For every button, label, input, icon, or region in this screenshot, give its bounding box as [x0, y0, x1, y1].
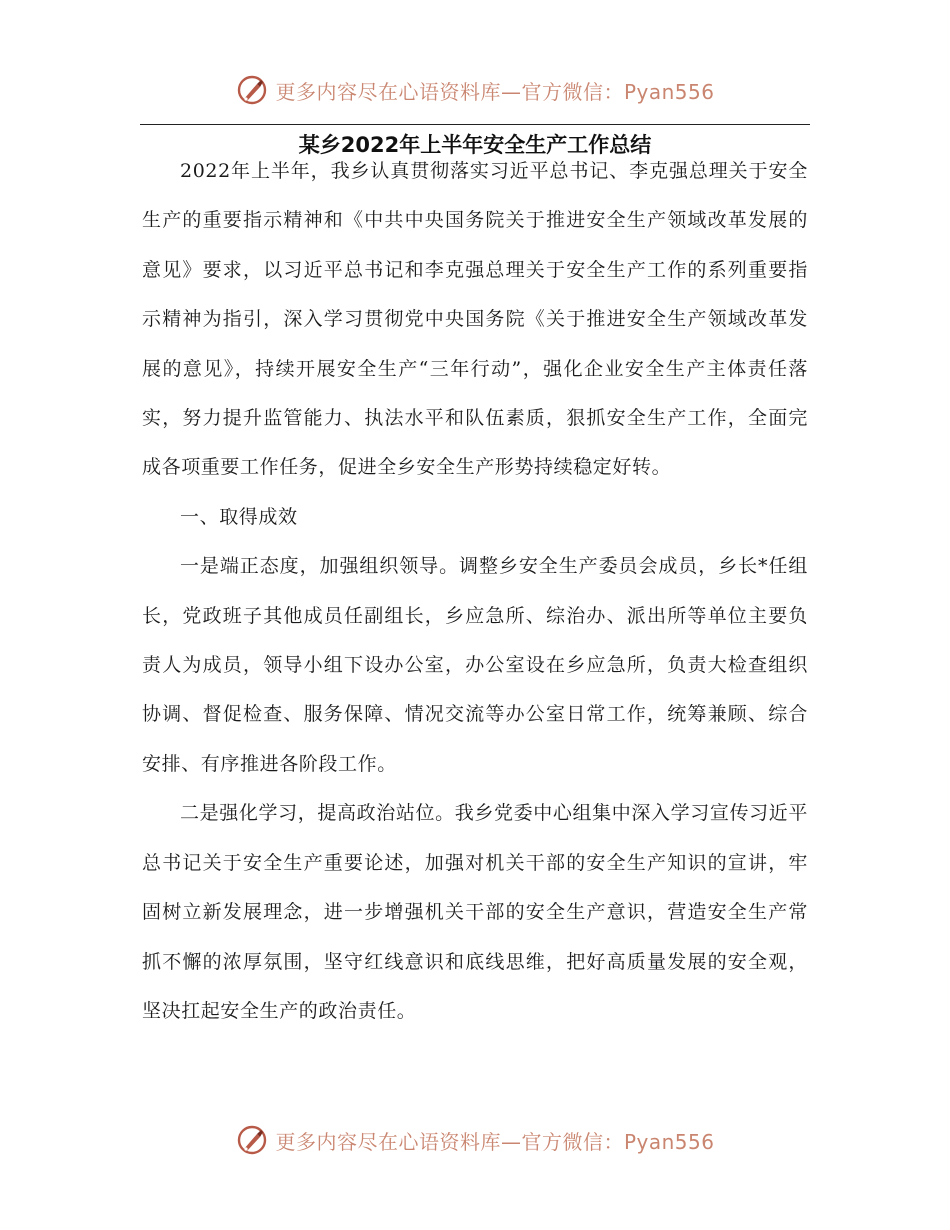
paragraph-intro: 2022年上半年，我乡认真贯彻落实习近平总书记、李克强总理关于安全生产的重要指示精神和《中共中央国务院关于推进安全生产领域改革发展的意见》要求，以习近平总书记和李克强总理关于安全生产工作的系列重要指示精神为指引，深入学习贯彻党中央国务院《关于推进安全生产领域改革发展的意见》，持续开展安全生产“三年行动”，强化企业安全生产主体责任落实，努力提升监管能力、执法水平和队伍素质，狠抓安全生产工作，全面完成各项重要工作任务，促进全乡安全生产形势持续稳定好转。	[142, 160, 808, 479]
header-rule	[140, 124, 810, 125]
section-heading: 一、取得成效	[180, 505, 298, 528]
fountain-pen-logo-icon	[235, 73, 269, 107]
paragraph-study: 二是强化学习，提高政治站位。我乡党委中心组集中深入学习宣传习近平总书记关于安全生产重要论述，加强对机关干部的安全生产知识的宣讲，牢固树立新发展理念，进一步增强机关干部的安全生产意识，营造安全生产常抓不懈的浓厚氛围，坚守红线意识和底线思维，把好高质量发展的安全观，坚决扛起安全生产的政治责任。	[142, 802, 808, 1022]
document-title: 某乡2022年上半年安全生产工作总结	[298, 133, 652, 157]
document-body	[142, 147, 808, 1036]
watermark-text: 更多内容尽在心语资料库—官方微信：Pyan556	[275, 79, 715, 104]
header-watermark	[0, 70, 950, 110]
footer-watermark	[0, 1120, 950, 1160]
paragraph-organization: 一是端正态度，加强组织领导。调整乡安全生产委员会成员，乡长*任组长，党政班子其他成员任副组长，乡应急所、综治办、派出所等单位主要负责人为成员，领导小组下设办公室，办公室设在乡应急所，负责大检查组织协调、督促检查、服务保障、情况交流等办公室日常工作，统筹兼顾、综合安排、有序推进各阶段工作。	[142, 555, 808, 775]
fountain-pen-logo-icon	[235, 1123, 269, 1157]
watermark-text: 更多内容尽在心语资料库—官方微信：Pyan556	[275, 1129, 715, 1154]
